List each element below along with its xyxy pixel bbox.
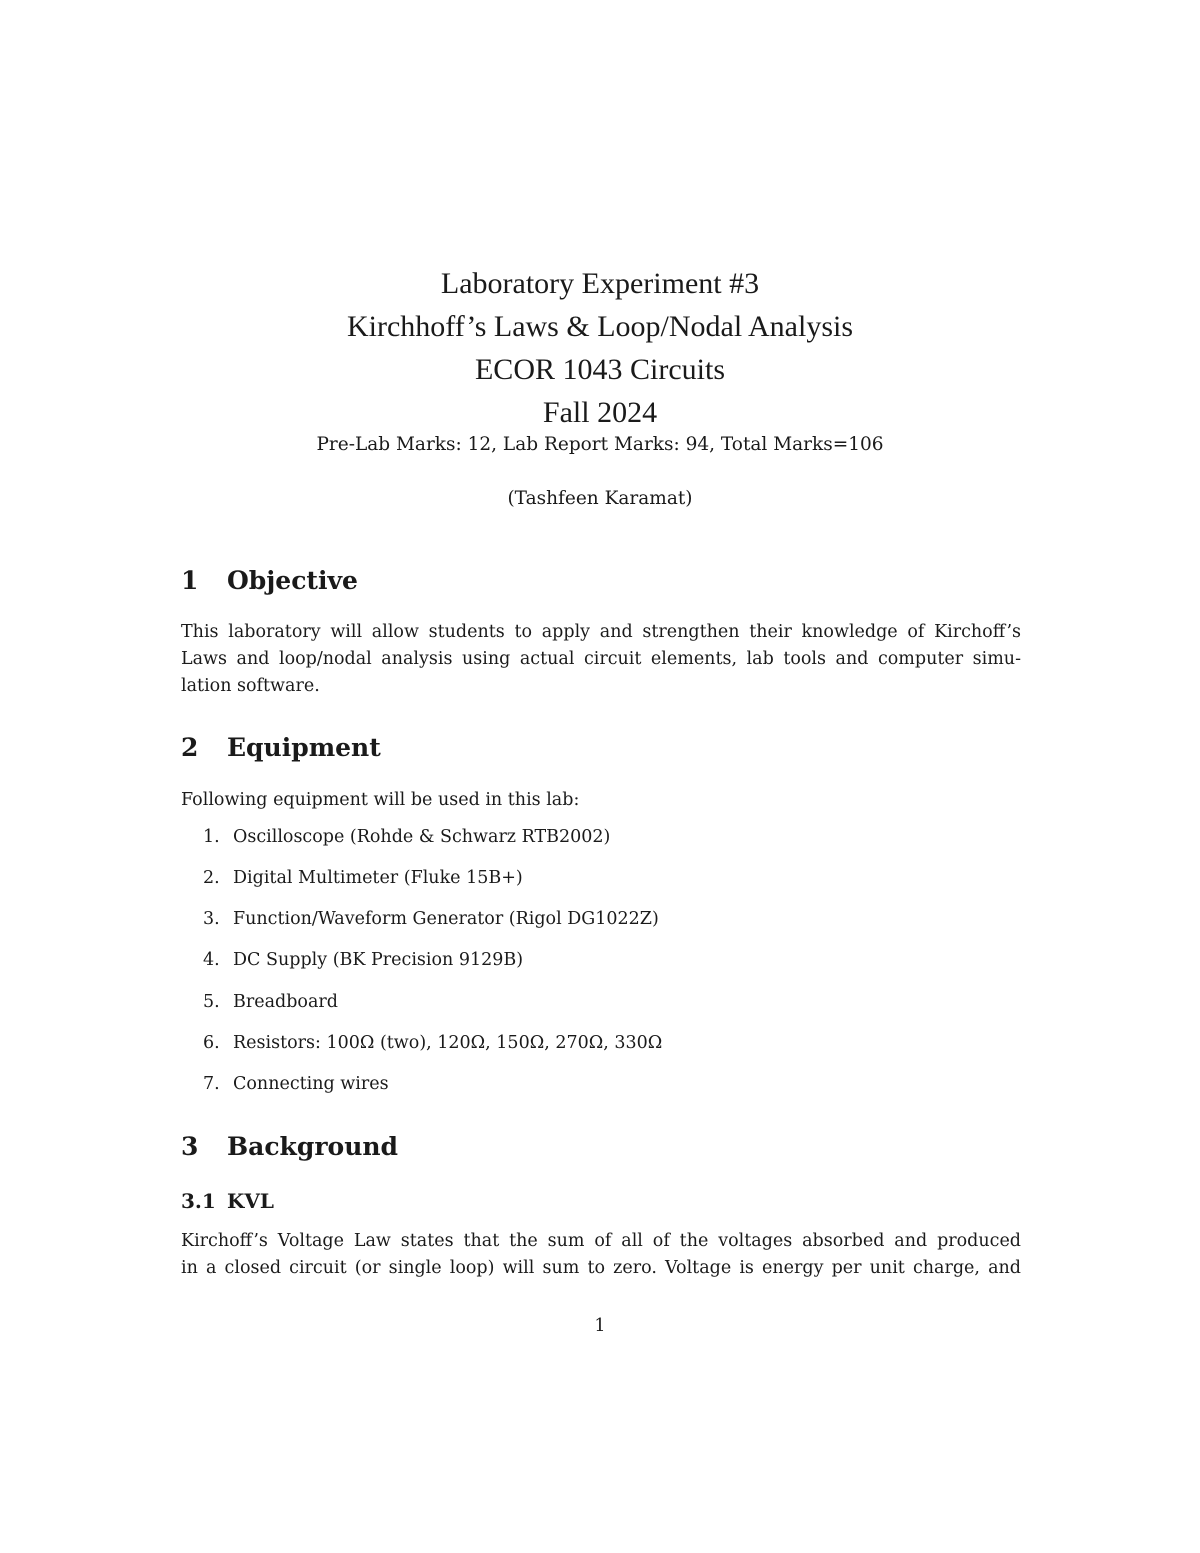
- course-name: ECOR 1043 Circuits: [474, 353, 725, 386]
- document-title: Laboratory Experiment #3: [440, 267, 760, 300]
- list-item-text: Digital Multimeter (Fluke 15B+): [233, 868, 523, 888]
- list-item-text: Connecting wires: [233, 1074, 389, 1094]
- list-item-text: DC Supply (BK Precision 9129B): [233, 950, 524, 970]
- section-heading-equipment: [181, 733, 381, 762]
- section-heading-background: [181, 1132, 398, 1161]
- list-item: [203, 866, 523, 890]
- list-item: [203, 1072, 389, 1096]
- list-item: [203, 948, 523, 972]
- list-item: [203, 907, 659, 931]
- document-subtitle: Kirchhoff’s Laws & Loop/Nodal Analysis: [346, 310, 854, 343]
- list-item-number: 5.: [203, 992, 220, 1012]
- kvl-paragraph: [181, 1228, 1021, 1282]
- term: Fall 2024: [542, 396, 658, 429]
- list-item-number: 6.: [203, 1033, 220, 1053]
- section-number: 3: [181, 1132, 199, 1161]
- list-item-text: Function/Waveform Generator (Rigol DG1022Z): [233, 909, 659, 929]
- list-item-number: 3.: [203, 909, 220, 929]
- section-title: Background: [227, 1132, 399, 1161]
- paragraph-line: Kirchoff’s Voltage Law states that the sum of all of the voltages absorbed and produced: [181, 1231, 1021, 1251]
- subsection-heading-kvl: [181, 1189, 274, 1213]
- paragraph-line: This laboratory will allow students to apply and strengthen their knowledge of Kirchoff’s: [181, 622, 1021, 642]
- marks-summary: Pre-Lab Marks: 12, Lab Report Marks: 94, Total Marks=106: [316, 434, 884, 455]
- subsection-number: 3.1: [181, 1189, 216, 1213]
- objective-paragraph: [181, 619, 1021, 700]
- list-item-text: Resistors: 100Ω (two), 120Ω, 150Ω, 270Ω, 330Ω: [233, 1033, 663, 1053]
- list-item-number: 1.: [203, 827, 220, 847]
- list-item-number: 2.: [203, 868, 220, 888]
- paragraph-line: Laws and loop/nodal analysis using actual circuit elements, lab tools and computer simu-: [181, 649, 1021, 669]
- list-item-number: 4.: [203, 950, 220, 970]
- list-item-number: 7.: [203, 1074, 220, 1094]
- list-item: [203, 825, 610, 849]
- equipment-intro: [181, 787, 1021, 814]
- section-number: 2: [181, 733, 199, 762]
- author: (Tashfeen Karamat): [507, 488, 693, 509]
- title-block: [0, 262, 1200, 512]
- page-number: 1: [594, 1316, 606, 1336]
- section-title: Equipment: [227, 733, 381, 762]
- section-number: 1: [181, 566, 199, 595]
- list-item-text: Oscilloscope (Rohde & Schwarz RTB2002): [233, 827, 611, 847]
- list-item: [203, 1031, 662, 1055]
- paragraph-line: in a closed circuit (or single loop) will sum to zero. Voltage is energy per unit charge, and: [181, 1258, 1021, 1278]
- paragraph-line: lation software.: [181, 676, 320, 696]
- section-heading-objective: [181, 566, 358, 595]
- list-item-text: Breadboard: [233, 992, 338, 1012]
- section-title: Objective: [227, 566, 358, 595]
- list-item: [203, 990, 338, 1014]
- paragraph-line: Following equipment will be used in this lab:: [181, 790, 580, 810]
- subsection-title: KVL: [227, 1189, 274, 1213]
